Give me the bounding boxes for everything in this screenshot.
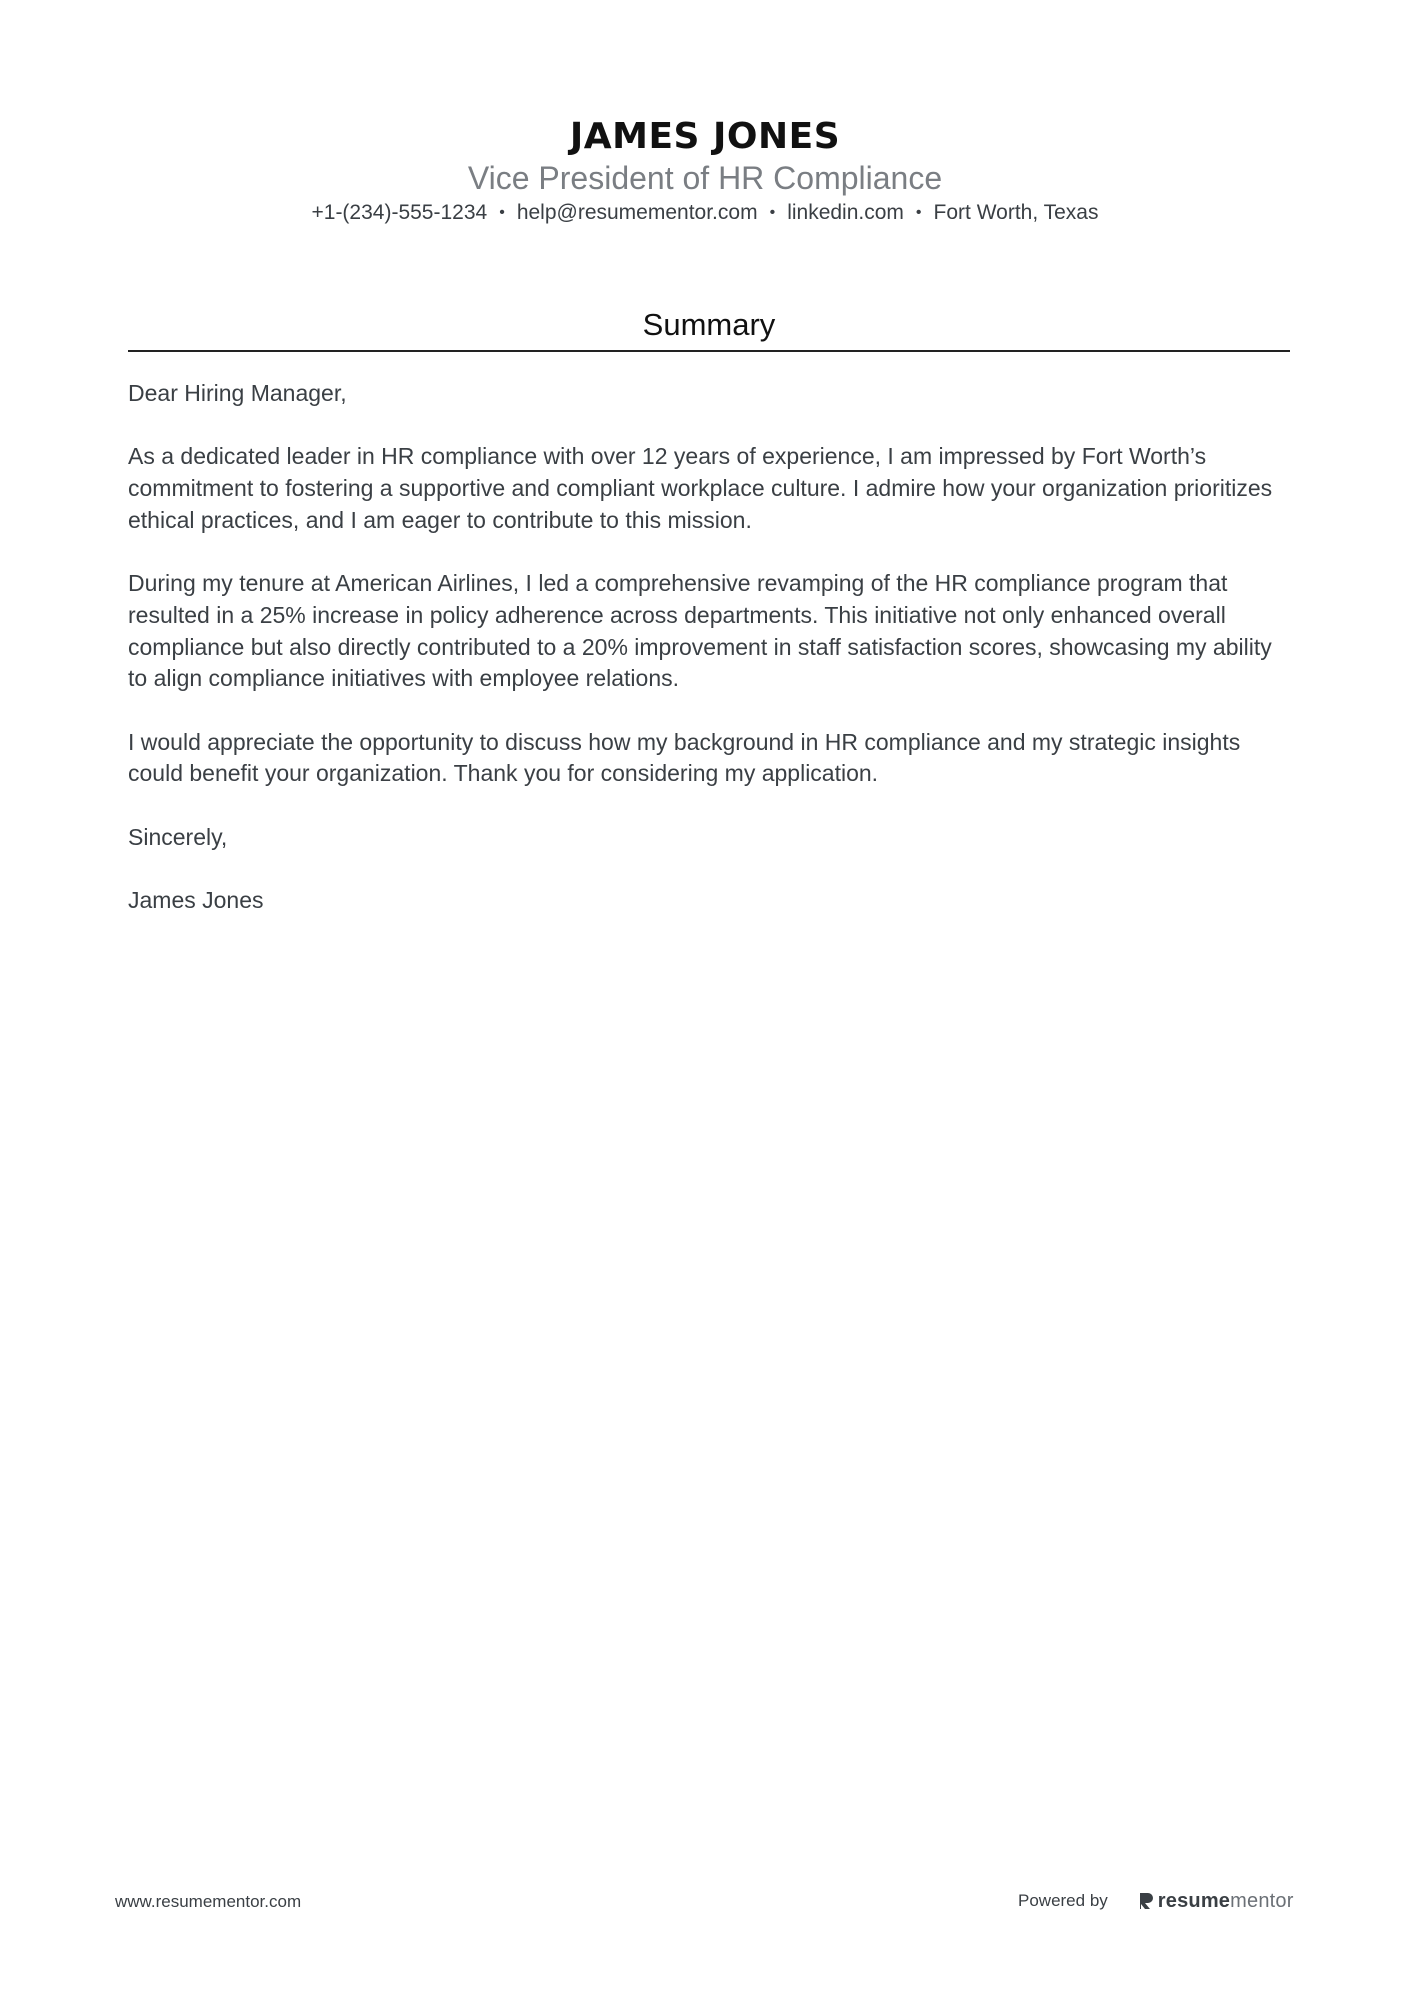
powered-by-label: Powered by [1018,1891,1108,1910]
brand-bold-text: resume [1157,1889,1231,1912]
letter-body [128,378,1290,949]
section-divider [128,350,1290,352]
contact-separator: • [769,204,776,221]
footer-website[interactable]: www.resumementor.com [115,1892,302,1911]
resumementor-logo[interactable] [1138,1890,1294,1913]
applicant-role: Vice President of HR Compliance [467,160,943,196]
resumementor-logo-icon [1138,1891,1154,1911]
contact-separator: • [499,204,505,221]
applicant-name: JAMES JONES [569,116,841,157]
contact-linkedin[interactable]: linkedin.com [787,201,904,224]
letter-paragraph: During my tenure at American Airlines, I led a comprehensive revamping of the HR compliance program that resulted in a 25% increase in policy adherence across departments. This initiative not only enhanced overall compliance but also directly contributed to a 20% improvement in staff satisfaction scores, showcasing my ability to align compliance initiatives with employee relations. [128,570,1272,692]
letter-paragraph: As a dedicated leader in HR compliance with over 12 years of experience, I am impressed by Fort Worth’s commitment to fostering a supportive and compliant workplace culture. I admire how your organization prioritizes ethical practices, and I am eager to contribute to this mission. [128,443,1273,533]
footer-branding [1018,1889,1294,1913]
contact-line [0,198,1410,230]
letter-paragraph: I would appreciate the opportunity to discuss how my background in HR compliance and my strategic insights could benefit your organization. Thank you for considering my application. [128,728,1241,787]
letter-greeting: Dear Hiring Manager, [128,380,347,406]
contact-email[interactable]: help@resumementor.com [516,201,758,224]
contact-phone: +1-(234)-555-1234 [311,201,488,224]
resumementor-logo-text [1158,1890,1294,1913]
header [0,112,1410,230]
contact-separator: • [915,204,922,221]
letter-closing: Sincerely, [128,823,228,850]
section-title: Summary [642,307,776,342]
brand-light-text: mentor [1230,1889,1294,1912]
contact-location: Fort Worth, Texas [933,201,1099,224]
letter-signature: James Jones [128,887,264,914]
